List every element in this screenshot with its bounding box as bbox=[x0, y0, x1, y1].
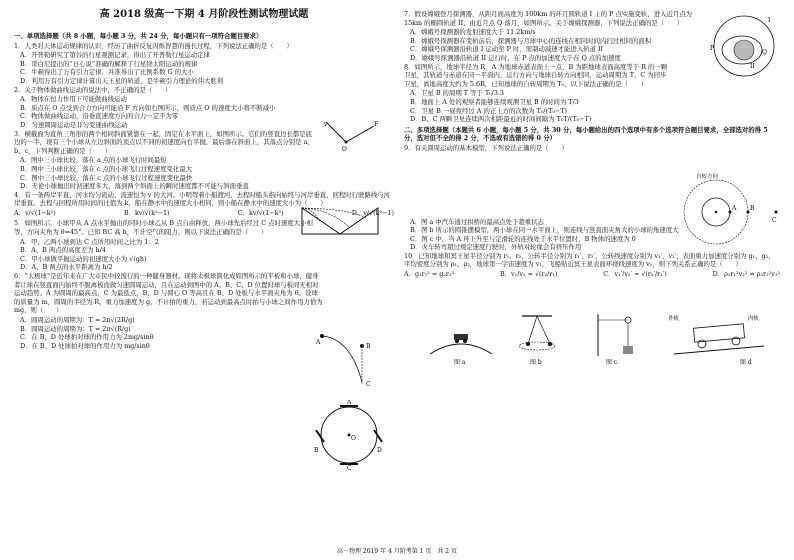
option-c: C．v₁′/v₂′ = √(r₂′/r₁′) bbox=[603, 270, 667, 279]
option-d: D．ρ₁r₁²v₂² = ρ₂r₂²v₁² bbox=[712, 270, 780, 279]
q9-fig-a-label: 图 a bbox=[454, 359, 466, 366]
option-c: C．嫦娥号探测器沿轨道 I 运动至 P 时，需制动减速才能进入轨道 II bbox=[410, 45, 604, 54]
q7-label-p: P bbox=[710, 45, 715, 52]
q9-fig-c-label: 图 c bbox=[606, 359, 618, 366]
q7-figure bbox=[706, 10, 782, 80]
q8-figure bbox=[676, 170, 782, 248]
q9-figure-d bbox=[664, 310, 774, 366]
option-b: B．圆周运动的周期为：T = 2π√(R/g) bbox=[20, 324, 131, 333]
q7-label-ii: II bbox=[750, 63, 755, 70]
q9-fig-d-label: 图 d bbox=[740, 359, 752, 366]
question-stem: 10．已知地球和冥王星半径分别为 r₁、r₂，公转半径分别为 r₁′、r₂′，公转线速度分别为 v₁′、v₂′，表面重力加速度分别为 g₁、g₂，平均密度分别为 ρ₁、ρ₂，地球第一宇宙速度为 v₁，飞船贴近冥王星表面环绕线速度为 v₂，则下列关系正确的是（ ） bbox=[404, 251, 775, 269]
option-b: B．嫦娥号探测器在变轨前后，探测器与月球中心的连线在相同时间内扫过相同的面积 bbox=[410, 36, 652, 45]
option-a: A．图中三小球比较，落在 a 点的小球飞行时间最短 bbox=[20, 156, 167, 165]
option-a: A．g₁r₁² = g₂r₂² bbox=[404, 270, 455, 279]
q9-figure-b bbox=[502, 314, 572, 366]
q6-figure bbox=[314, 400, 384, 470]
question-stem: 7．假设嫦娥登月探测器，从距月面高度为 100km 的环月圆轨道 I 上的 P 点实施变轨，进入近月点为 15km 的椭圆轨道 II，由近月点 Q 落月，如图所示。关于嫦娥探测器，下列说法正确的是（ ） bbox=[404, 10, 693, 27]
q6-label-d: D bbox=[377, 447, 382, 454]
q6-label-c: C bbox=[347, 465, 352, 470]
section-heading-multi-choice: 二、多项选择题（本题共 6 小题，每小题 5 分，共 30 分，每小题给出的四个选项中有多个选项符合题目要求，全部选对的得 5 分，选对但不全的得 2 分，不选或有选错的得 0 分） bbox=[404, 125, 768, 143]
option-c: C．图中三小球比较，落在 c 点的小球飞行过程速度变化最快 bbox=[20, 173, 193, 182]
q9-fig-d-outer: 外轨 bbox=[668, 316, 680, 322]
q9-fig-d-inner: 内轨 bbox=[748, 316, 760, 322]
option-c: C．牛顿得出了万有引力定律，并准导出了比例系数 G 的大小 bbox=[20, 68, 194, 77]
option-d: D．匀速圆周运动是非匀变速曲线运动 bbox=[20, 120, 128, 129]
option-d: D．v/√(k²−1) bbox=[351, 208, 394, 217]
option-a: A．物体在恒力作用下可能做曲线运动 bbox=[20, 95, 127, 104]
q8-label-rotation: 自转方向 bbox=[696, 174, 719, 180]
option-b: B．哥白尼提出的“日心说”准确的解释了行星绕太阳运动的规律 bbox=[20, 59, 198, 68]
question-stem: 5．如图所示，小球甲从 A 点水平抛出的同时小球乙从 B 点自由释放，两小球先后经过 C 点时速度大小相等，方向夹角为 θ=45°。已知 BC 高 h，不计空气的阻力，则以下说法正确的是（ ） bbox=[14, 219, 313, 237]
q5-label-c: C bbox=[366, 381, 371, 388]
q2-label-o: O bbox=[342, 146, 347, 153]
section-heading-single-choice: 一、单项选择题（共 8 小题，每小题 3 分，共 24 分，每小题只有一项符合题目要求） bbox=[14, 32, 263, 40]
q8-label-a: A bbox=[732, 205, 737, 212]
option-b: B．图 b 所示的圆锥摆模型，两小球在同一水平面上，则连线与竖直面夹角大的小球的角速度大 bbox=[410, 226, 679, 235]
question-10 bbox=[404, 252, 780, 279]
question-stem: 2．关于物体做曲线运动的说法中，不正确的是（ ） bbox=[14, 85, 172, 94]
question-stem: 9．有关圆周运动的基本模型，下列说法正确的是（ ） bbox=[404, 143, 568, 152]
option-a: A．卫星 B 的周期 T 等于 T₀/3.3 bbox=[410, 89, 504, 98]
option-b: B．质点在 O 点受到合力方向可能沿 F 方向如右图所示，则质点 O 的速度大小将不断减小 bbox=[20, 103, 276, 112]
option-b: B．v₁/v₂ = √(r₂/r₁) bbox=[499, 270, 558, 279]
q7-label-q: Q bbox=[762, 49, 767, 56]
option-d: D．火车转弯超过规定速度行驶时，外轨对轮缘会有挤压作用 bbox=[410, 243, 582, 252]
q2-label-f: F bbox=[374, 121, 379, 128]
page-title: 高 2018 级高一下期 4 月阶段性测试物理试题 bbox=[99, 9, 309, 20]
q2-label-v: v bbox=[324, 121, 328, 128]
option-a: A．甲、乙两小球到达 C 点所用时间之比为 1：2 bbox=[20, 237, 159, 246]
option-c: C．kv/√(1−k²) bbox=[237, 208, 284, 217]
q5-label-b: B bbox=[366, 343, 371, 350]
q6-label-a: A bbox=[347, 400, 352, 406]
q9-fig-b-label: 图 b bbox=[530, 359, 542, 366]
option-c: C．在 B、D 处球拍对球的作用力为 2mg/sinθ bbox=[20, 333, 154, 342]
q5-figure bbox=[316, 330, 382, 390]
option-d: D．无论小球抛出时初速度多大，落到两个斜面上的瞬时速度都不可能与斜面垂直 bbox=[20, 182, 249, 191]
option-d: D．B、C 两颗卫星连续两次相距最近的时间间隔为 T₀T/(T₀−T) bbox=[410, 115, 592, 124]
q9-figure-a bbox=[426, 314, 496, 366]
option-b: B．图中三小球比较，落在 c 点的小球飞行过程速度变化最大 bbox=[20, 164, 193, 173]
left-column bbox=[14, 30, 394, 350]
question-stem: 3．横截面为直角三角形的两个相同斜面紧靠在一起，固定在水平面上，如图所示。它们的竖直边长都是底边的一半，现有三个小球从左边斜面的顶点以不同的初速度向右平抛，最后落在斜面上，其落点分别是 a、b、c，下列判断正确的是（ ） bbox=[14, 129, 314, 155]
question-stem: 1．人类对天体运动规律的认识，经历了曲折反复闪烁智慧的漫长过程，下列说法正确的是（ ） bbox=[14, 41, 293, 50]
q7-label-i: I bbox=[768, 17, 771, 24]
option-c: C．物体做曲线运动，沿垂直速度方向的合力一定不为零 bbox=[20, 112, 179, 121]
question-1 bbox=[14, 42, 394, 86]
option-b: B．A、B 两点的高度差为 h/4 bbox=[20, 246, 106, 255]
option-c: C．图 c 中，当 A 环上升至与定滑轮的连线处于水平位置时，B 物体的速度为 0 bbox=[410, 234, 636, 243]
question-stem: 4．有一条两岸平直、河水均匀流动、流速恒为 v 的大河。小明驾着小船渡河，去程时船头指向始终与河岸垂直，回程时行驶路线与河岸垂直。去程与回程所用时间的比值为 k，船在静水中的速度大小相同，则小船在静水中的速度大小为（ ） bbox=[14, 190, 391, 208]
option-b: B．地面上 A 处的观察者能够连续观测卫星 B 的时间为 T/3 bbox=[410, 97, 579, 106]
option-b: B．kv/√(k²−1) bbox=[123, 208, 170, 217]
question-stem: 8．如图所示，地球半径为 R，A 为地球赤道表面上一点，B 为距地球表面高度等于 R 的一颗卫星，其轨道与赤道在同一平面内，运行方向与地球自转方向相同，运动周期为 T，C 为同步卫星，离地高度大约为 5.6R，已知地球的自转周期为 T₀，以下说法正确的是（ ） bbox=[404, 62, 668, 88]
option-d: D．嫦娥号探测器沿轨道 II 运行时，在 P 点的加速度大于在 Q 点的加速度 bbox=[410, 53, 621, 62]
option-a: A．图 a 中汽车通过拱桥的最高点处于超重状态 bbox=[410, 217, 544, 226]
q6-label-b: B bbox=[314, 447, 319, 454]
option-d: D．利用万有引力定律计算出天王星的轨道，是牛顿引力理论的伟大胜利 bbox=[20, 76, 224, 85]
q3-figure bbox=[300, 200, 380, 238]
option-a: A．开普勒研究了第谷的行星观测记录，得出了开普勒行星运动定律 bbox=[20, 51, 210, 60]
option-row bbox=[404, 270, 780, 279]
option-d: D．A、B 两点的水平距离为 h/2 bbox=[20, 263, 113, 272]
option-c: C．卫星 B 一昼夜经过 A 的正上方的次数为 T₀/(T₀−T) bbox=[410, 106, 568, 115]
option-c: C．甲小球做平抛运动的初速度大小为 √(gh) bbox=[20, 254, 147, 263]
option-d: D．在 B、D 处球拍对球的作用力为 mg/sinθ bbox=[20, 341, 150, 350]
option-a: A．v/√(1−k²) bbox=[14, 208, 56, 217]
q5-label-a: A bbox=[316, 339, 321, 346]
page-footer: 高一物理 2019 年 4 月阶考第 1 页 共 2 页 bbox=[337, 548, 457, 555]
q8-label-c: C bbox=[772, 217, 777, 224]
q8-label-b: B bbox=[750, 205, 755, 212]
q2-figure bbox=[320, 118, 380, 154]
option-a: A．嫦娥号探测器的发射速度大于 11.2km/s bbox=[410, 28, 536, 37]
q6-label-o: O bbox=[351, 435, 356, 442]
option-a: A．圆周运动的周期为：T = 2π√(2R/g) bbox=[20, 316, 135, 324]
q9-figure-c bbox=[578, 310, 648, 366]
question-stem: 6．“太极球”是近年来在广大市民中较流行的一种健身器材。现将太极球简化成如图所示的平板和小球，健身者让球在竖直面内始终不脱离板而做匀速圆周运动，且在运动到图中的 A、B、C、D 位置时球与板间无相对运动趋势。A 为圆周的最高点，C 为最低点，B、D 与圆心 O 等高且在 B、D 处板与水平面夹角为 θ。设球的质量为 m，圆周的半径为 R，重力加速度为 g，不计拍的重力，若运动到最高点时拍与小球之间作用力恰为 mg，则（ ） bbox=[14, 272, 323, 315]
